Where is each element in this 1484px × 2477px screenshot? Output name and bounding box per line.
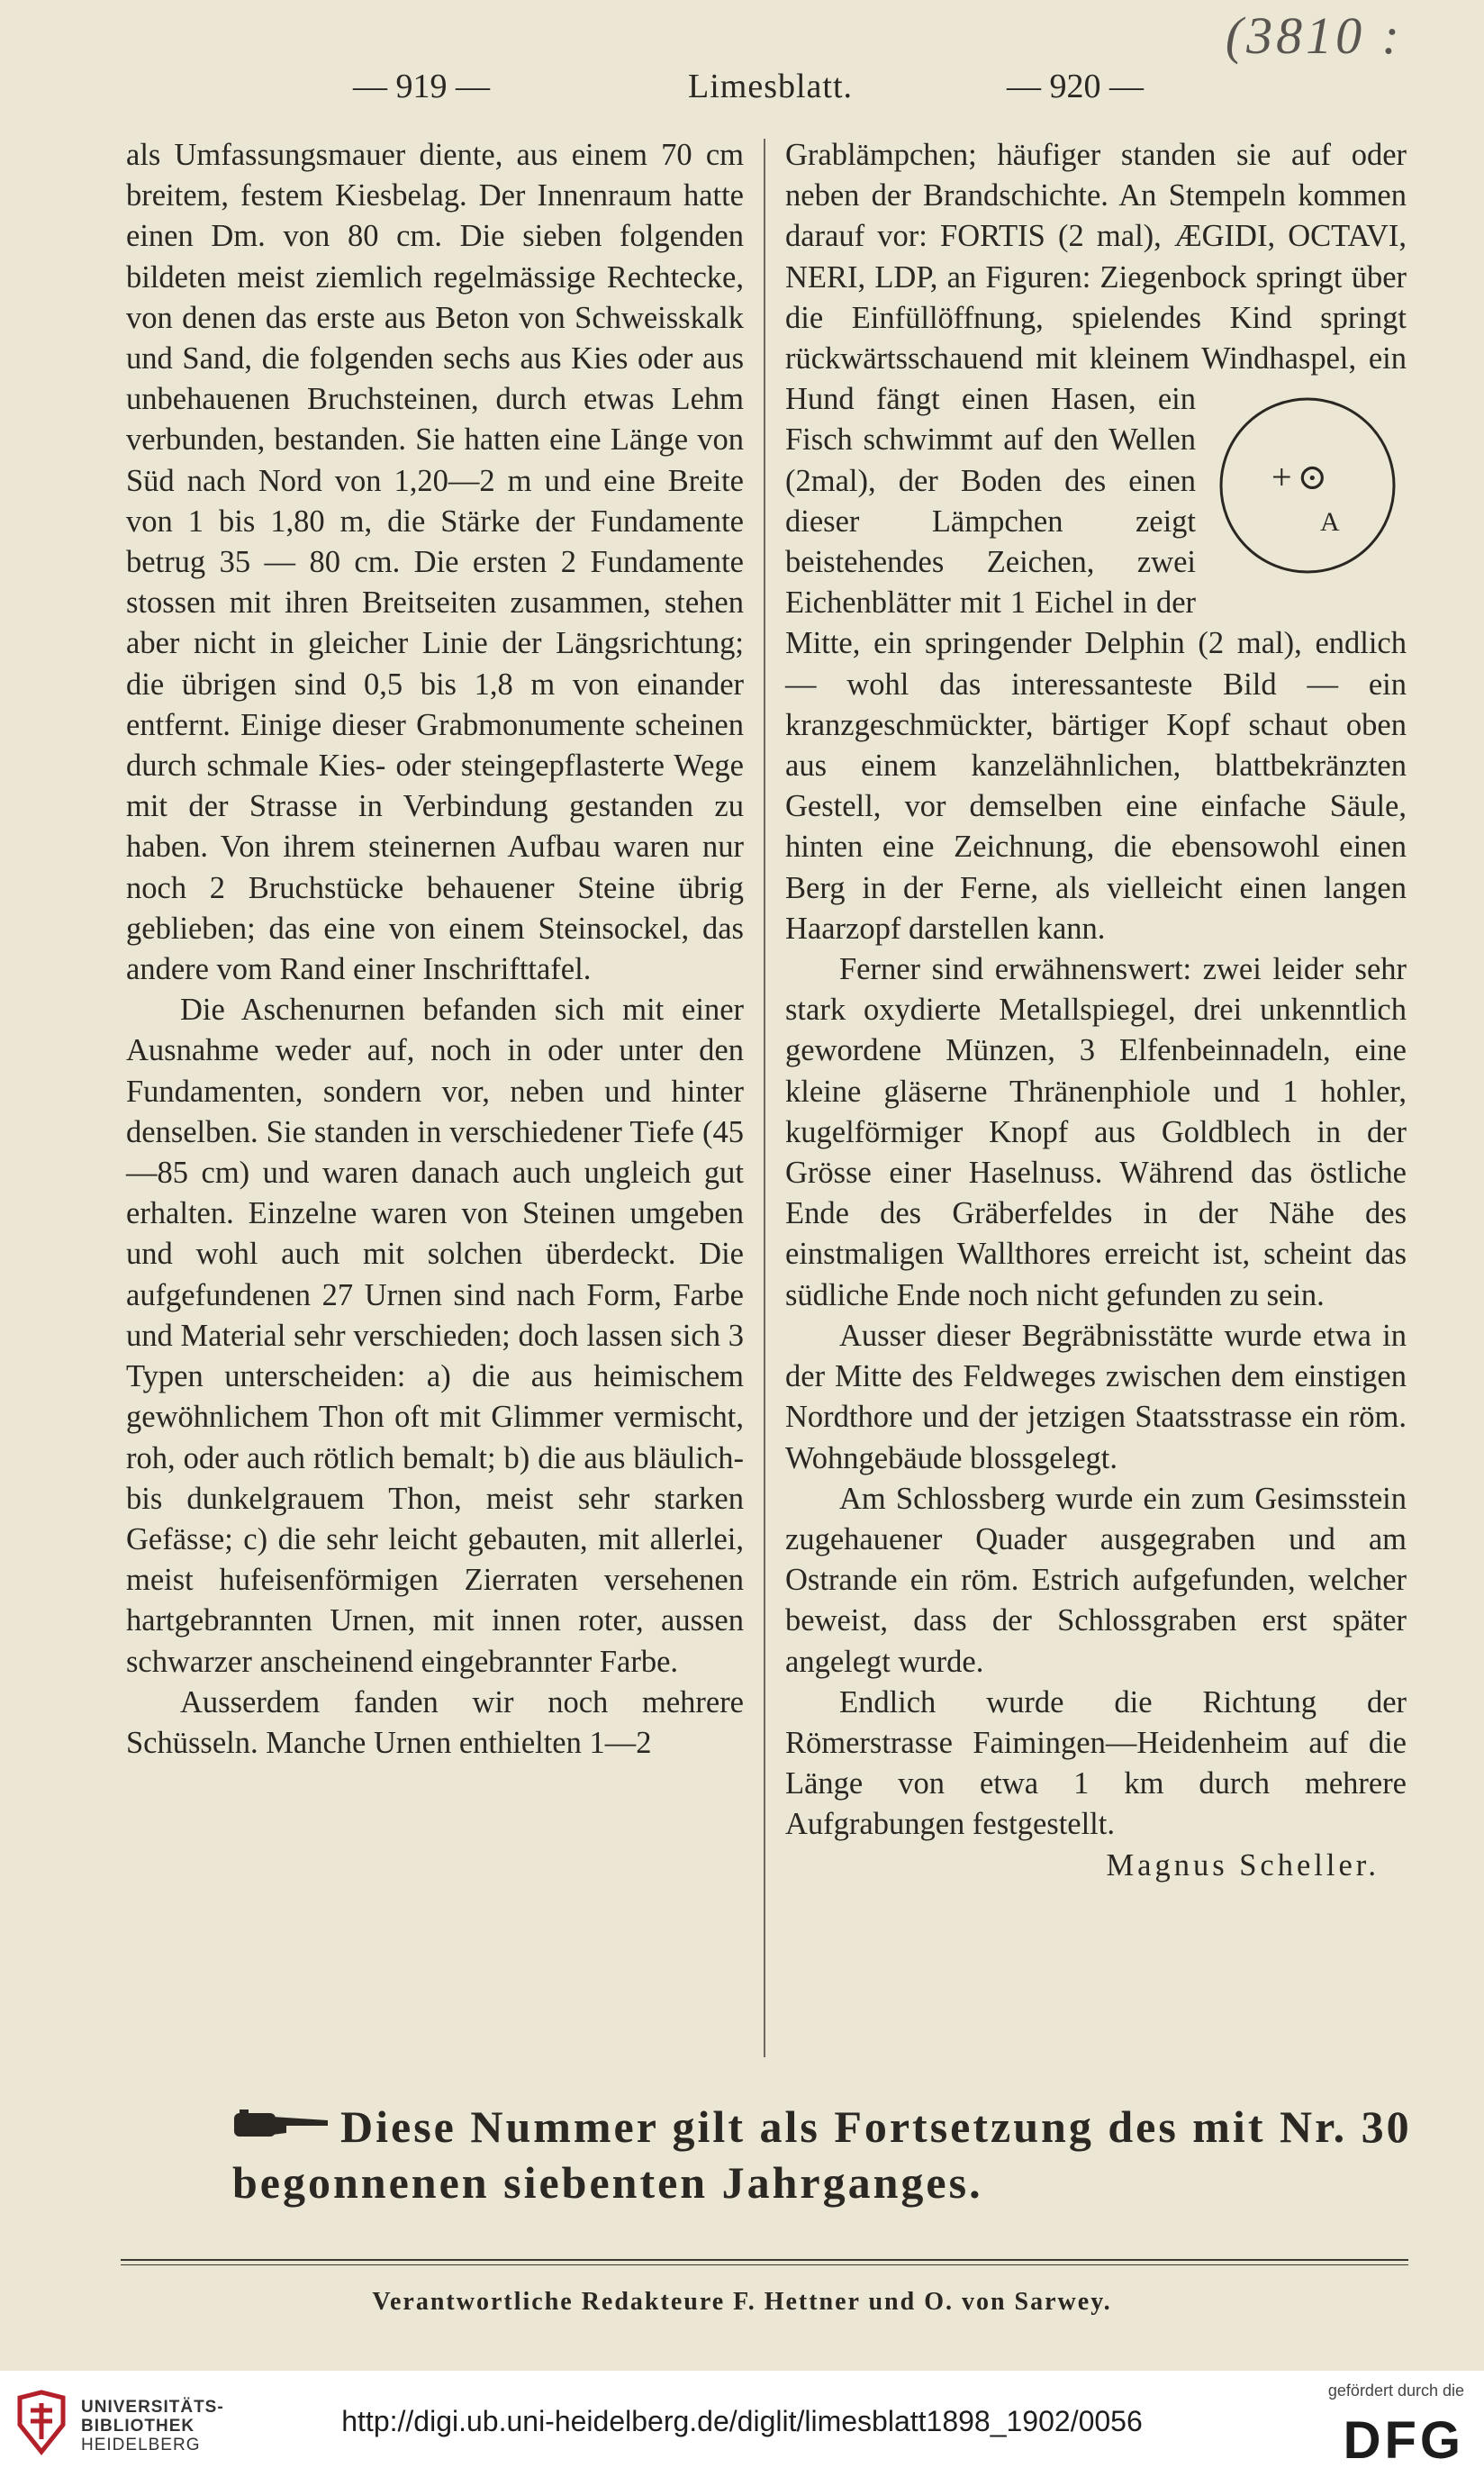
right-paragraph-1-end: ein Hund fängt einen Hasen, ein Fisch schwimmt auf den Wellen (2mal), der Boden des einen dieser Lämpchen zeigt beistehendes Zeichen, zwei Eichenblätter mit 1 Eichel in der Mitte, ein springender Delphin (2 mal), endlich — wohl das interessanteste Bild — ein kranzgeschmückter, bärtiger Kopf schaut oben aus einem kanzelähnlichen, blattbekränzten Gestell, vor demselben eine einfache Säule, hinten eine Zeichnung, die ebensowohl einen Berg in der Ferne, als vielleicht einen langen Haarzopf darstellen kann. <box>785 341 1407 946</box>
right-column <box>785 135 1407 1886</box>
footer-rule-bottom <box>121 2264 1408 2265</box>
digitization-bar <box>0 2371 1484 2477</box>
right-page-number: — 920 — <box>1007 68 1144 105</box>
archive-mark: (3810 : <box>1225 6 1403 65</box>
funded-by-label: gefördert durch die <box>1327 2382 1464 2400</box>
right-paragraph-5: Endlich wurde die Richtung der Römerstrasse Faimingen—Heidenheim auf die Länge von etwa 1 km durch mehrere Aufgrabungen festgestellt. <box>785 1684 1407 1842</box>
left-paragraph-2: Die Aschenurnen befanden sich mit einer Ausnahme weder auf, noch in oder unter den Fundamenten, sondern vor, neben und hinter denselben. Sie standen in verschiedener Tiefe (45—85 cm) und waren danach auch ungleich gut erhalten. Einzelne waren von Steinen umgeben und wohl auch mit solchen überdeckt. Die aufgefundenen 27 Urnen sind nach Form, Farbe und Material sehr verschieden; doch lassen sich 3 Typen unterscheiden: a) die aus heimischem gewöhnlichem Thon oft mit Glimmer vermischt, roh, oder auch rötlich bemalt; b) die aus bläulich- bis dunkelgrauem Thon, meist sehr starken Gefässe; c) die sehr leicht gebauten, mit allerlei, meist hufeisenförmigen Zierraten versehenen hartgebrannten Urnen, mit innen roter, aussen schwarzer anscheinend eingebrannter Farbe. <box>126 993 744 1679</box>
left-page-number: — 919 — <box>353 68 490 105</box>
continuation-notice-text: Diese Nummer gilt als Fortsetzung des mit Nr. 30 begonnenen siebenten Jahrganges. <box>232 2101 1412 2208</box>
left-paragraph-1: als Umfassungsmauer diente, aus einem 70 cm breitem, festem Kiesbelag. Der Innenraum hatte einen Dm. von 80 cm. Die sieben folgenden bildeten meist ziemlich regelmässige Rechtecke, von denen das erste aus Beton von Schweisskalk und Sand, die folgenden sechs aus Kies oder aus unbehauenen Bruchsteinen, durch etwas Lehm verbunden, bestanden. Sie hatten eine Länge von Süd nach Nord von 1,20—2 m und eine Breite von 1 bis 1,80 m, die Stärke der Fundamente betrug 35 — 80 cm. Die ersten 2 Fundamente stossen mit ihren Breitseiten zusammen, stehen aber nicht in gleicher Linie der Längsrichtung; die übrigen sind 0,5 bis 1,8 m von einander entfernt. Einige dieser Grabmonumente scheinen durch schmale Kies- oder steingepflasterte Wege mit der Strasse in Verbindung gestanden zu haben. Von ihrem steinernen Aufbau waren nur noch 2 Bruchstücke behauener Steine übrig geblieben; das eine von einem Steinsockel, das andere vom Rand einer Inschrifttafel. <box>126 138 744 987</box>
library-name: UNIVERSITÄTS- BIBLIOTHEK HEIDELBERG <box>81 2398 224 2454</box>
right-paragraph-2: Ferner sind erwähnenswert: zwei leider sehr stark oxydierte Metallspiegel, drei unkenntlich gewordene Münzen, 3 Elfenbeinnadeln, eine kleine gläserne Thränenphiole und 1 hohler, kugelförmiger Knopf aus Goldblech in der Grösse einer Haselnuss. Während das östliche Ende des Gräberfeldes in der Nähe des einstmaligen Wallthores erreicht ist, scheint das südliche Ende noch nicht gefunden zu sein. <box>785 952 1407 1312</box>
right-paragraph-1 <box>785 135 1407 949</box>
right-paragraph-1-start: Grablämpchen; häufiger standen sie auf oder neben der Brandschichte. An Stempeln kommen darauf vor: FORTIS (2 mal), ÆGIDI, OCTAVI, NERI, LDP, an Figuren: Ziegenbock springt über die Einfüllöffnung, spielendes Kind springt rückwärtsschauend mit kleinem Windhaspel, <box>785 138 1407 377</box>
continuation-notice <box>232 2099 1412 2210</box>
permalink-url[interactable]: http://digi.ub.uni-heidelberg.de/diglit/limesblatt1898_1902/0056 <box>341 2405 1143 2437</box>
running-title: Limesblatt. <box>688 68 854 105</box>
left-column <box>126 135 744 1764</box>
dfg-logo: DFG <box>1343 2411 1464 2470</box>
right-paragraph-3: Ausser dieser Begräbnisstätte wurde etwa in der Mitte des Feldweges zwischen dem einstigen Nordthore und der jetzigen Staatsstrasse ein röm. Wohngebäude blossgelegt. <box>785 1318 1407 1475</box>
symbol-top-glyph: +⊙ <box>1271 457 1334 498</box>
author-signature: Magnus Scheller. <box>1106 1847 1380 1883</box>
left-paragraph-3: Ausserdem fanden wir noch mehrere Schüsseln. Manche Urnen enthielten 1—2 <box>126 1684 744 1760</box>
editors-line: Verantwortliche Redakteure F. Hettner und O. von Sarwey. <box>372 2288 1112 2316</box>
lamp-stamp-symbol <box>1208 386 1407 585</box>
symbol-bottom-glyph: A <box>1320 507 1340 538</box>
column-divider <box>764 139 765 2057</box>
footer-rule-top <box>121 2259 1408 2261</box>
right-paragraph-4: Am Schlossberg wurde ein zum Gesimsstein zugehauener Quader ausgegraben und am Ostrande ein röm. Estrich aufgefunden, welcher beweist, dass der Schlossgraben erst später angelegt wurde. <box>785 1481 1407 1679</box>
